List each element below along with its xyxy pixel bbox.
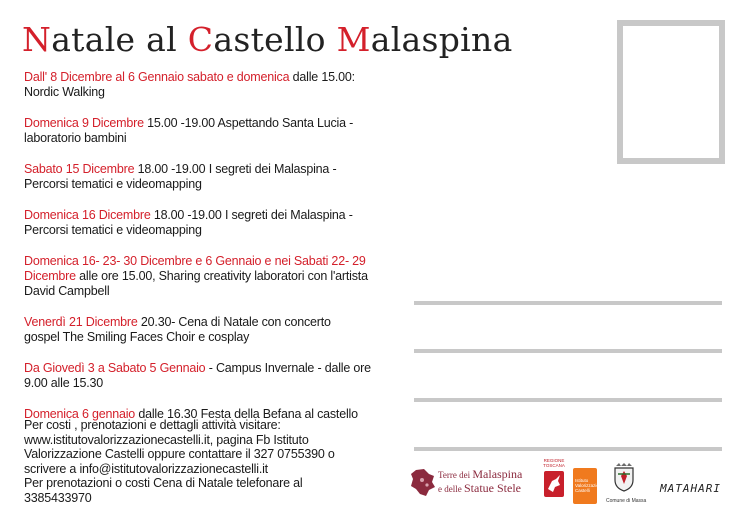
title-text: atale al [51,20,188,59]
title-initial: C [187,20,214,59]
address-line [414,349,722,353]
info-line: Valorizzazione Castelli oppure contattare il 327 0755390 o [24,447,335,461]
event-item [24,208,384,238]
title-text: alaspina [370,20,513,59]
info-line: Per costi , prenotazioni e dettagli attività visitare: [24,418,281,432]
regione-toscana-logo: REGIONE TOSCANA [542,458,566,504]
event-date: Domenica 9 Dicembre [24,116,144,130]
title-initial: N [22,20,52,59]
title-initial: M [336,20,371,59]
matahari-logo: MATAHARI [660,482,721,495]
event-item [24,254,384,299]
event-item [24,116,384,146]
event-date: Domenica 6 gennaio [24,407,136,421]
event-date: Domenica 16- 23- 30 Dicembre e 6 Gennaio e nei Sabati 22- 29 Dicembre [24,254,366,283]
istituto-castelli-logo: Istituto Valorizzazione Castelli [573,468,597,504]
sponsor-logos [410,458,730,508]
event-description: 20.30- Cena di Natale con concerto gospel The Smiling Faces Choir e cosplay [24,315,331,344]
info-line: 3385433970 [24,490,92,505]
event-date: Venerdì 21 Dicembre [24,315,138,329]
comune-massa-logo: Comune di Massa [606,462,642,506]
events-list [24,70,384,438]
info-line: Per prenotazioni o costi Cena di Natale telefonare al [24,476,303,490]
address-line [414,447,722,451]
event-description: alle ore 15.00, Sharing creativity laboratori con l'artista David Campbell [24,269,368,298]
event-date: Domenica 16 Dicembre [24,208,151,222]
address-line [414,301,722,305]
event-item [24,315,384,345]
event-description: dalle 15.00: Nordic Walking [24,70,355,99]
page-title [22,20,513,59]
pegasus-icon [544,471,564,497]
event-description: 18.00 -19.00 I segreti dei Malaspina - Percorsi tematici e videomapping [24,208,353,237]
title-text: astello [213,20,337,59]
event-item [24,70,384,100]
event-description: 18.00 -19.00 I segreti dei Malaspina - Percorsi tematici e videomapping [24,162,337,191]
event-date: Da Giovedì 3 a Sabato 5 Gennaio [24,361,206,375]
event-description: dalle 16.30 Festa della Befana al castello [135,407,358,421]
terre-malaspina-logo: Terre dei Malaspina e delle Statue Stele [410,466,534,504]
info-line: scrivere a info@istitutovalorizzazionecastelli.it [24,461,268,476]
info-line: www.istitutovalorizzazionecastelli.it, pagina Fb Istituto [24,432,309,447]
region-map-icon [410,468,436,498]
event-description: 15.00 -19.00 Aspettando Santa Lucia - laboratorio bambini [24,116,354,145]
stamp-box [617,20,725,164]
event-date: Dall' 8 Dicembre al 6 Gennaio sabato e domenica [24,70,290,84]
contact-info [24,418,384,505]
event-description: - Campus Invernale - dalle ore 9.00 alle 15.30 [24,361,371,390]
event-item [24,361,384,391]
address-line [414,398,722,402]
coat-of-arms-icon [613,462,635,492]
event-date: Sabato 15 Dicembre [24,162,135,176]
event-item [24,162,384,192]
